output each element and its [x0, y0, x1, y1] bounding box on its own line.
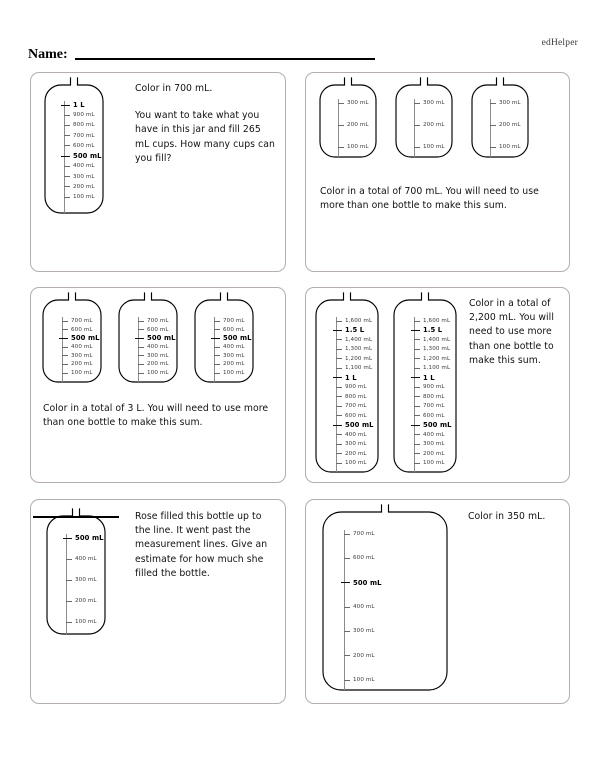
tick-label: 600 mL — [71, 326, 93, 333]
tick-label: 300 mL — [147, 352, 169, 359]
tick-label: 300 mL — [423, 100, 445, 106]
tick-label: 700 mL — [353, 531, 375, 537]
tick-label: 400 mL — [353, 604, 375, 610]
tick-label: 300 mL — [73, 173, 95, 180]
tick-label: 400 mL — [223, 344, 245, 350]
panel-3-text — [43, 402, 275, 430]
bottle-jar[interactable] — [394, 300, 456, 472]
panel-2-text — [320, 185, 550, 213]
bottle-jar[interactable] — [316, 300, 378, 472]
measurement-spine — [490, 99, 491, 157]
tick-label: 300 mL — [423, 441, 445, 448]
measurement-spine — [66, 534, 67, 634]
tick-label: 800 mL — [73, 122, 95, 129]
tick-label: 1,200 mL — [345, 355, 373, 362]
panel-1-prompt: Color in 700 mL. — [135, 83, 213, 94]
tick-label: 100 mL — [499, 144, 521, 150]
tick-label: 300 mL — [353, 628, 375, 635]
bottle-outline — [323, 505, 447, 690]
tick-label: 1 L — [423, 373, 435, 382]
tick-label: 600 mL — [423, 412, 445, 419]
problem-panel-3 — [30, 287, 286, 483]
tick-label: 200 mL — [345, 450, 367, 457]
tick-label: 1,600 mL — [423, 318, 451, 324]
tick-label: 100 mL — [223, 370, 245, 376]
tick-label: 100 mL — [353, 677, 375, 683]
bottle-outline — [43, 293, 101, 382]
bottle-jar[interactable] — [396, 85, 452, 157]
tick-label: 400 mL — [147, 344, 169, 350]
tick-label: 200 mL — [423, 450, 445, 457]
measurement-spine — [338, 99, 339, 157]
name-field — [28, 48, 375, 62]
panel-1-text — [135, 82, 275, 166]
bottle-jar[interactable] — [472, 85, 528, 157]
measurement-spine — [414, 317, 415, 472]
bottle-jar[interactable] — [47, 516, 105, 634]
bottle-jar[interactable] — [195, 300, 253, 382]
tick-label: 200 mL — [353, 652, 375, 659]
tick-label: 900 mL — [345, 384, 367, 391]
panel-6-prompt: Color in 350 mL. — [468, 511, 546, 522]
tick-label: 200 mL — [223, 361, 245, 368]
name-label: Name: — [28, 47, 68, 62]
tick-label: 1,100 mL — [423, 365, 451, 372]
tick-label: 400 mL — [423, 431, 445, 438]
panel-1-question: You want to take what you have in this jar and fill 265 mL cups. How many cups can you fill? — [135, 110, 275, 164]
bottle-outline — [472, 78, 528, 157]
tick-label: 100 mL — [423, 144, 445, 150]
tick-label: 700 mL — [71, 318, 93, 324]
panel-3-instruction: Color in a total of 3 L. You will need to use more than one bottle to make this sum. — [43, 403, 269, 429]
bottle-jar[interactable] — [320, 85, 376, 157]
bottle-jar[interactable] — [43, 300, 101, 382]
tick-label: 500 mL — [75, 534, 104, 542]
measurement-spine — [414, 99, 415, 157]
problem-panel-2 — [305, 72, 570, 272]
tick-label: 200 mL — [423, 122, 445, 128]
tick-label: 500 mL — [223, 334, 252, 343]
tick-label: 1.5 L — [423, 326, 443, 335]
tick-label: 400 mL — [73, 163, 95, 170]
name-write-line[interactable] — [75, 58, 375, 60]
bottle-outline — [394, 293, 456, 472]
bottle-outline — [47, 509, 105, 634]
panel-4-text — [469, 297, 557, 368]
tick-label: 200 mL — [147, 361, 169, 368]
bottle-outline — [119, 293, 177, 382]
tick-label: 500 mL — [147, 334, 176, 343]
problem-panel-5 — [30, 499, 286, 704]
tick-label: 600 mL — [73, 142, 95, 149]
tick-label: 1.5 L — [345, 326, 365, 335]
tick-label: 1 L — [345, 373, 357, 382]
problem-panel-6 — [305, 499, 570, 704]
panel-5-text — [135, 510, 270, 581]
panel-5-question: Rose filled this bottle up to the line. It went past the measurement lines. Give an estimate for how much she filled the bottle. — [135, 511, 268, 579]
bottle-outline — [45, 78, 103, 213]
tick-label: 400 mL — [71, 344, 93, 350]
tick-label: 1 L — [73, 101, 85, 109]
panel-6-text — [468, 510, 578, 524]
fill-level-line — [33, 516, 119, 518]
measurement-spine — [138, 317, 139, 382]
tick-label: 300 mL — [75, 577, 97, 583]
tick-label: 600 mL — [223, 326, 245, 333]
measurement-spine — [214, 317, 215, 382]
tick-label: 100 mL — [347, 144, 369, 150]
measurement-spine — [62, 317, 63, 382]
tick-label: 1,300 mL — [345, 346, 373, 353]
tick-label: 600 mL — [345, 412, 367, 419]
tick-label: 500 mL — [71, 334, 100, 343]
bottle-outline — [316, 293, 378, 472]
tick-label: 1,400 mL — [423, 336, 451, 343]
tick-label: 100 mL — [423, 460, 445, 466]
tick-label: 900 mL — [423, 384, 445, 391]
tick-label: 100 mL — [345, 460, 367, 466]
tick-label: 700 mL — [73, 132, 95, 139]
tick-label: 400 mL — [345, 431, 367, 438]
tick-label: 600 mL — [353, 555, 375, 562]
tick-label: 700 mL — [345, 403, 367, 410]
tick-label: 600 mL — [147, 326, 169, 333]
bottle-outline — [396, 78, 452, 157]
bottle-jar[interactable] — [45, 85, 103, 213]
tick-label: 300 mL — [347, 100, 369, 106]
panel-2-instruction: Color in a total of 700 mL. You will need to use more than one bottle to make this sum. — [320, 186, 539, 212]
panel-4-instruction: Color in a total of 2,200 mL. You will need to use more than one bottle to make this sum. — [469, 298, 554, 366]
problem-panel-1 — [30, 72, 286, 272]
tick-label: 300 mL — [499, 100, 521, 106]
problem-panel-4 — [305, 287, 570, 483]
tick-label: 1,100 mL — [345, 365, 373, 372]
measurement-spine — [336, 317, 337, 472]
tick-label: 200 mL — [499, 122, 521, 128]
tick-label: 500 mL — [345, 421, 374, 430]
tick-label: 100 mL — [75, 619, 97, 625]
tick-label: 1,600 mL — [345, 318, 373, 324]
tick-label: 100 mL — [71, 370, 93, 376]
tick-label: 200 mL — [71, 361, 93, 368]
bottle-outline — [320, 78, 376, 157]
tick-label: 1,300 mL — [423, 346, 451, 353]
tick-label: 300 mL — [345, 441, 367, 448]
tick-label: 300 mL — [71, 352, 93, 359]
tick-label: 700 mL — [423, 403, 445, 410]
bottle-outline — [195, 293, 253, 382]
tick-label: 1,200 mL — [423, 355, 451, 362]
measurement-spine — [64, 101, 65, 213]
tick-label: 100 mL — [73, 194, 95, 200]
tick-label: 200 mL — [73, 183, 95, 190]
tick-label: 500 mL — [423, 421, 452, 430]
tick-label: 500 mL — [73, 152, 102, 161]
tick-label: 700 mL — [223, 318, 245, 324]
tick-label: 200 mL — [75, 598, 97, 604]
bottle-jar[interactable] — [323, 512, 447, 690]
tick-label: 400 mL — [75, 556, 97, 562]
tick-label: 500 mL — [353, 578, 382, 587]
tick-label: 900 mL — [73, 112, 95, 119]
tick-label: 800 mL — [423, 393, 445, 400]
tick-label: 300 mL — [223, 352, 245, 359]
measurement-spine — [344, 530, 345, 690]
tick-label: 800 mL — [345, 393, 367, 400]
tick-label: 200 mL — [347, 122, 369, 128]
tick-label: 700 mL — [147, 318, 169, 324]
tick-label: 1,400 mL — [345, 336, 373, 343]
edhelper-logo: edHelper — [541, 38, 578, 48]
tick-label: 100 mL — [147, 370, 169, 376]
bottle-jar[interactable] — [119, 300, 177, 382]
